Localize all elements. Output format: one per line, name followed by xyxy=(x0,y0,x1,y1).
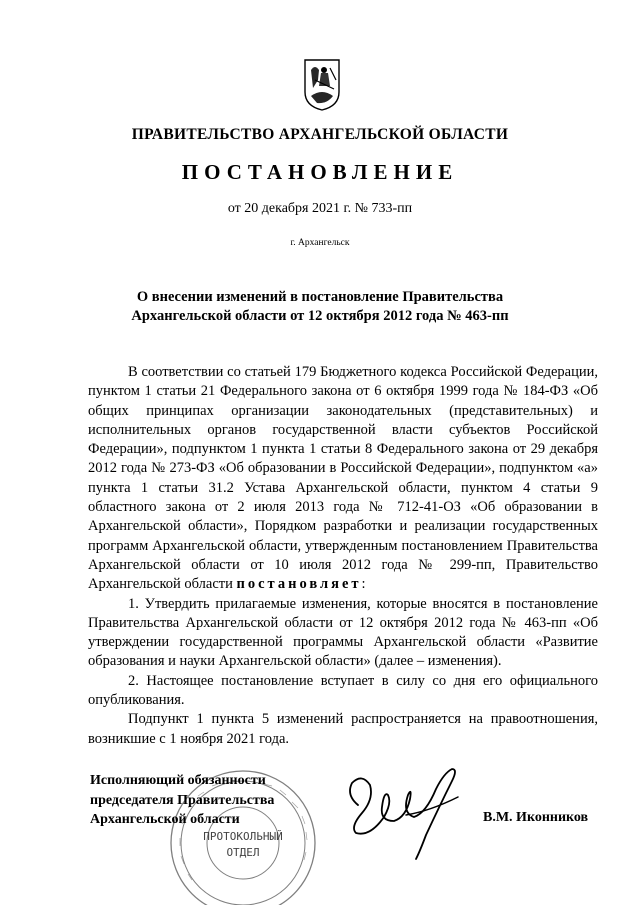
signatory-name: В.М. Иконников xyxy=(483,810,589,825)
position-line-1: Исполняющий обязанности xyxy=(90,773,266,788)
organization-title: ПРАВИТЕЛЬСТВО АРХАНГЕЛЬСКОЙ ОБЛАСТИ xyxy=(131,126,509,143)
preamble-paragraph: В соответствии со статьей 179 Бюджетного кодекса Российской Федерации, пунктом 1 статьи 21 Федерального закона от 6 октября 1999 года № 184-ФЗ «Об общих принципах организации законодательных (представительных) и исполнительных органов государственной власти субъектов Российской Федерации», подпунктом 1 пункта 1 статьи 8 Федерального закона от 29 декабря 2012 года № 273-ФЗ «Об образовании в Российской Федерации», подпунктом «а» пункта 1 статьи 31.2 Устава Архангельской области, пунктом 4 статьи 9 областного закона от 2 июля 2013 года № 712-41-ОЗ «Об образовании в Архангельской области», Порядком разработки и реализации государственных программ Архангельской области, утвержденным постановлением Правительства Архангельской области от 10 июля 2012 года № 299-пп, Правительство Архангельской области постановляет: xyxy=(88,364,598,593)
position-line-2: председателя Правительства xyxy=(90,792,275,808)
item-2-paragraph: 2. Настоящее постановление вступает в силу со дня его официального опубликования. xyxy=(88,672,598,709)
subject-line-2: Архангельской области от 12 октября 2012 года № 463-пп xyxy=(131,308,509,324)
signatory-position xyxy=(90,771,274,830)
document-type: ПОСТАНОВЛЕНИЕ xyxy=(181,160,459,184)
note-paragraph: Подпункт 1 пункта 5 изменений распространяется на правоотношения, возникшие с 1 ноября 2021 года. xyxy=(88,711,598,747)
document-subject xyxy=(130,288,510,326)
position-line-3: Архангельской области xyxy=(90,812,240,827)
stamp-line-1: ПРОТОКОЛЬНЫЙ xyxy=(203,830,283,843)
item-1-paragraph: 1. Утвердить прилагаемые изменения, которые вносятся в постановление Правительства Архангельской области от 12 октября 2012 года № 463-пп «Об утверждении государственной программы Архангельской области «Развитие образования и науки Архангельской области» (далее – изменения). xyxy=(88,595,598,670)
preamble-text: В соответствии со статьей 179 Бюджетного кодекса Российской Федерации, пунктом 1 статьи 21 Федерального закона от 6 октября 1999 года № 184-ФЗ «Об общих принципах организации законодательных (представительных) и исполнительных органов государственной власти субъектов Российской Федерации», подпунктом 1 пункта 1 статьи 8 Федерального закона от 29 декабря 2012 года № 273-ФЗ «Об образовании в Российской Федерации», подпунктом «а» пункта 1 статьи 31.2 Устава Архангельской области, пунктом 4 статьи 9 областного закона от 2 июля 2013 года № 712-41-ОЗ «Об образовании в Архангельской области», Порядком разработки и реализации государственных программ Архангельской области, утвержденным постановлением Правительства Архангельской области от 10 июля 2012 года № 299-пп, Правительство Архангельской области xyxy=(88,364,598,593)
stamp-line-2: ОТДЕЛ xyxy=(226,846,260,859)
handwritten-signature xyxy=(340,755,480,865)
coat-of-arms-emblem xyxy=(303,58,341,112)
date-and-number: от 20 декабря 2021 г. № 733-пп xyxy=(227,201,413,216)
city-label: г. Архангельск xyxy=(290,238,350,248)
document-body xyxy=(88,363,598,749)
subject-line-1: О внесении изменений в постановление Правительства xyxy=(136,289,504,305)
decree-word: постановляет xyxy=(236,576,362,593)
